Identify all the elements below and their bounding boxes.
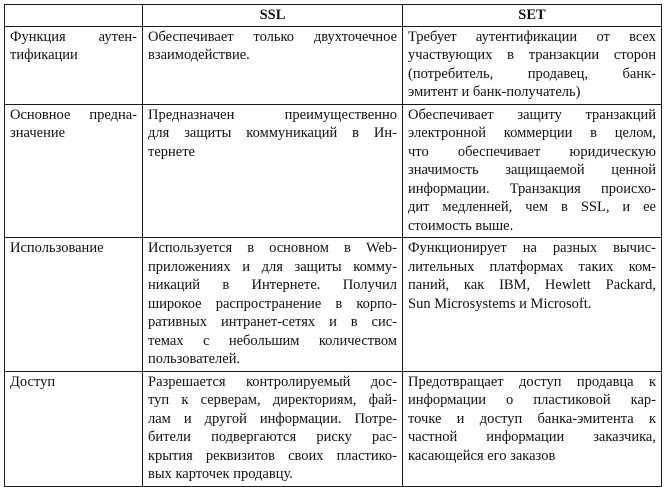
cell-text-line: вых карточек продавцу. bbox=[148, 466, 293, 482]
header-ssl: SSL bbox=[143, 5, 403, 27]
cell-text-line: широкое распространение в корпо- bbox=[148, 295, 397, 312]
cell-text-line: Предотвращает доступ продавца к bbox=[408, 373, 656, 390]
table-body bbox=[5, 26, 662, 486]
cell-text-line: что обеспечивает юридическую bbox=[408, 143, 656, 160]
cell-text-line: лительных платформах таких ком- bbox=[408, 258, 656, 275]
cell-text-line: никаций в Интернете. Получил bbox=[148, 277, 397, 293]
cell-text-line: частной информации заказчика, bbox=[408, 429, 656, 445]
ssl-cell bbox=[143, 26, 403, 104]
cell-text-line: Обеспечивает защиту транзакций bbox=[408, 106, 656, 123]
cell-text-line: значимость защищаемой ценной bbox=[408, 162, 656, 178]
ssl-cell bbox=[143, 371, 403, 486]
cell-text-line: Функция аутен- bbox=[10, 28, 137, 45]
cell-text-line: крытия реквизитов своих пластико- bbox=[148, 447, 397, 464]
cell-text-line: информации о пластиковой кар- bbox=[408, 392, 656, 408]
ssl-cell bbox=[143, 238, 403, 372]
ssl-cell bbox=[143, 104, 403, 238]
cell-text-line: взаимодействие. bbox=[148, 47, 250, 63]
cell-text-line: туп к серверам, директориям, фай- bbox=[148, 392, 397, 408]
cell-text-line: Требует аутентификации от всех bbox=[408, 28, 656, 45]
cell-text-line: дит медленней, чем в SSL, и ее bbox=[408, 199, 656, 215]
row-authentication bbox=[5, 26, 662, 104]
cell-text-line: Используется в основном в Web- bbox=[148, 240, 397, 256]
cell-text-line: Доступ bbox=[10, 373, 56, 390]
cell-text-line: (потребитель, продавец, банк- bbox=[408, 65, 656, 82]
cell-text-line: ративных интранет-сетях и в сис- bbox=[148, 314, 397, 330]
cell-text-line: тернете bbox=[148, 143, 195, 160]
set-cell bbox=[403, 26, 662, 104]
cell-text-line: паний, как IBM, Hewlett Packard, bbox=[408, 277, 656, 293]
cell-text-line: Предназначен преимущественно bbox=[148, 106, 397, 123]
cell-text-line: информации. Транзакция происхо- bbox=[408, 180, 656, 197]
set-cell bbox=[403, 238, 662, 372]
cell-text-line: пользователей. bbox=[148, 351, 241, 367]
feature-cell bbox=[5, 371, 143, 486]
cell-text-line: темах с небольшим количеством bbox=[148, 332, 397, 349]
cell-text-line: приложениях и для защиты комму- bbox=[148, 258, 397, 275]
cell-text-line: эмитент и банк-получатель) bbox=[408, 84, 581, 100]
row-usage bbox=[5, 238, 662, 372]
cell-text-line: Использование bbox=[10, 240, 104, 256]
cell-text-line: Разрешается контролируемый дос- bbox=[148, 373, 397, 390]
row-access bbox=[5, 371, 662, 486]
feature-cell bbox=[5, 104, 143, 238]
feature-cell bbox=[5, 26, 143, 104]
cell-text-line: Основное предна- bbox=[10, 106, 137, 123]
cell-text-line: бители подвергаются риску рас- bbox=[148, 429, 397, 445]
row-purpose bbox=[5, 104, 662, 238]
header-set: SET bbox=[403, 5, 662, 27]
cell-text-line: лам и другой информации. Потре- bbox=[148, 410, 397, 427]
cell-text-line: Sun Microsystems и Microsoft. bbox=[408, 295, 592, 312]
cell-text-line: Функционирует на разных вычис- bbox=[408, 240, 656, 256]
header-feature bbox=[5, 5, 143, 27]
cell-text-line: касающейся его заказов bbox=[408, 447, 556, 464]
cell-text-line: электронной коммерции в целом, bbox=[408, 125, 656, 141]
comparison-table bbox=[4, 4, 662, 487]
cell-text-line: тификации bbox=[10, 47, 78, 63]
feature-cell bbox=[5, 238, 143, 372]
cell-text-line: для защиты коммуникаций в Ин- bbox=[148, 125, 397, 141]
cell-text-line: стоимость выше. bbox=[408, 217, 514, 234]
cell-text-line: Обеспечивает только двухточечное bbox=[148, 28, 397, 45]
set-cell bbox=[403, 371, 662, 486]
set-cell bbox=[403, 104, 662, 238]
cell-text-line: точке и доступ банка-эмитента к bbox=[408, 410, 656, 427]
table-header-row bbox=[5, 5, 662, 27]
cell-text-line: участвующих в транзакции сторон bbox=[408, 47, 656, 63]
cell-text-line: значение bbox=[10, 125, 66, 141]
